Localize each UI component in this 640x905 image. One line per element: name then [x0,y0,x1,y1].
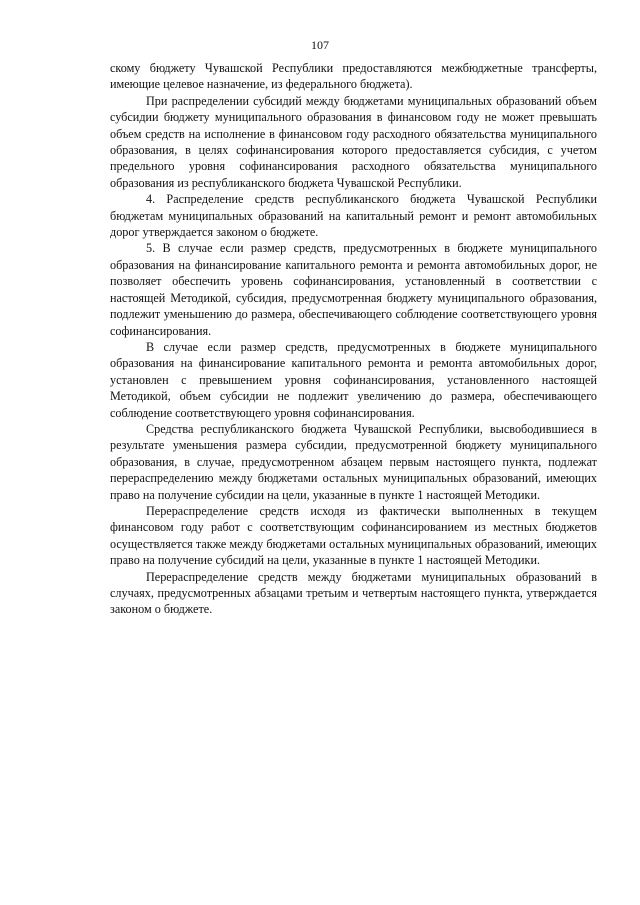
paragraph-4: 5. В случае если размер средств, предусмотренных в бюджете муниципального образования на финансирование капитального ремонта и ремонта автомобильных дорог, не позволяет обеспечить уровень софинансирования, установленный в соответствии с настоящей Методикой, субсидия, предусмотренная бюджету муниципального образования, подлежит уменьшению до размера, обеспечивающего соблюдение соответствующего уровня софинансирования. [110,241,597,338]
paragraph-6: Средства республиканского бюджета Чувашской Республики, высвободившиеся в результате уменьшения размера субсидии, предусмотренной бюджету муниципального образования, в случае, предусмотренном абзацем первым настоящего пункта, подлежат перераспределению между бюджетами остальных муниципальных образований, имеющих право на получение субсидии на цели, указанные в пункте 1 настоящей Методики. [110,421,597,502]
paragraph-8: Перераспределение средств между бюджетами муниципальных образований в случаях, предусмотренных абзацами третьим и четвертым настоящего пункта, утверждается законом о бюджете. [110,569,597,617]
paragraph-3: 4. Распределение средств республиканского бюджета Чувашской Республики бюджетам муниципальных образований на капитальный ремонт и ремонт автомобильных дорог утверждается законом о бюджете. [110,192,597,240]
page-number: 107 [311,38,329,52]
paragraph-1: скому бюджету Чувашской Республики предоставляются межбюджетные трансферты, имеющие целевое назначение, из федерального бюджета). [110,61,597,92]
paragraph-5: В случае если размер средств, предусмотренных в бюджете муниципального образования на финансирование капитального ремонта и ремонта автомобильных дорог, установлен с превышением уровня софинансирования, установленного настоящей Методикой, объем субсидии не подлежит увеличению до размера, обеспечивающего соблюдение соответствующего уровня софинансирования. [110,339,597,420]
paragraph-7: Перераспределение средств исходя из фактически выполненных в текущем финансовом году работ с соответствующим софинансированием из местных бюджетов осуществляется также между бюджетами остальных муниципальных образований, имеющих право на получение субсидий на цели, указанные в пункте 1 настоящей Методики. [110,503,597,568]
document-body [110,60,597,618]
paragraph-2: При распределении субсидий между бюджетами муниципальных образований объем субсидии бюджету муниципального образования в финансовом году не может превышать объем средств на исполнение в финансовом году расходного обязательства муниципального образования, в целях софинансирования которого предоставляется субсидия, с учетом предельного уровня софинансирования расходного обязательства муниципального образования из республиканского бюджета Чувашской Республики. [110,93,597,190]
